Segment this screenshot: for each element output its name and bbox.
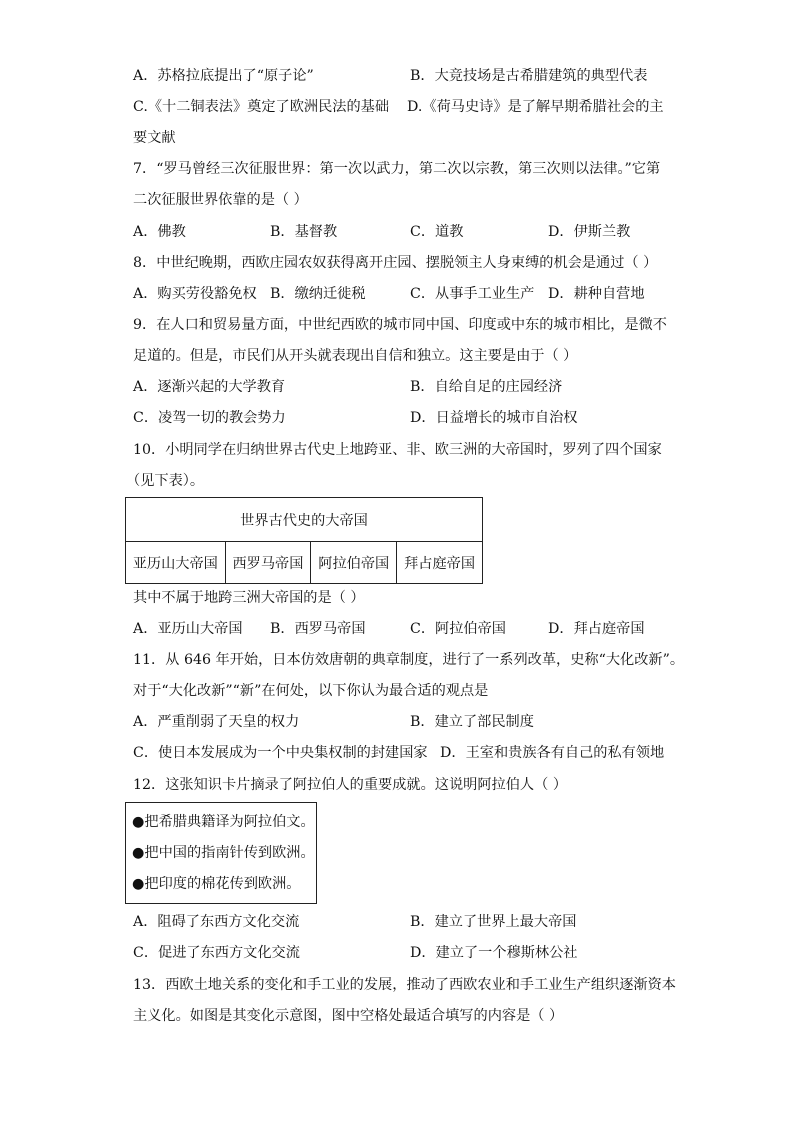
- empire-table-cell: 亚历山大帝国: [126, 542, 226, 584]
- q10-option-b: B．西罗马帝国: [270, 621, 366, 637]
- q10-question: 其中不属于地跨三洲大帝国的是（ ）: [133, 590, 365, 606]
- q11-option-a: A．严重削弱了天皇的权力: [133, 714, 300, 730]
- empire-table-cell: 阿拉伯帝国: [311, 542, 397, 584]
- q9-option-b: B．自给自足的庄园经济: [410, 379, 563, 395]
- q8-option-d: D．耕种自营地: [548, 286, 645, 302]
- knowledge-card-item: ●把印度的棉花传到欧洲。: [132, 876, 301, 892]
- q9-stem: 9．在人口和贸易量方面，中世纪西欧的城市同中国、印度或中东的城市相比，是微不: [133, 317, 667, 333]
- empire-table-cell: 拜占庭帝国: [397, 542, 483, 584]
- q9-option-d: D．日益增长的城市自治权: [410, 410, 578, 426]
- q9-option-c: C．凌驾一切的教会势力: [133, 410, 286, 426]
- q7-option-c: C．道教: [410, 224, 464, 240]
- q6-option-c: C.《十二铜表法》奠定了欧洲民法的基础: [133, 99, 390, 115]
- q8-stem: 8．中世纪晚期，西欧庄园农奴获得离开庄园、摆脱领主人身束缚的机会是通过（ ）: [133, 255, 658, 271]
- q7-option-a: A．佛教: [133, 224, 186, 240]
- q7-stem: 7．“罗马曾经三次征服世界：第一次以武力，第二次以宗教，第三次则以法律。”它第: [133, 161, 661, 177]
- q12-option-a: A．阻碍了东西方文化交流: [133, 914, 300, 930]
- knowledge-card-item: ●把希腊典籍译为阿拉伯文。: [132, 814, 315, 830]
- q6-option-d: D.《荷马史诗》是了解早期希腊社会的主: [407, 99, 664, 115]
- q6-option-b: B．大竞技场是古希腊建筑的典型代表: [410, 68, 648, 84]
- q12-option-c: C．促进了东西方文化交流: [133, 945, 300, 961]
- q11-stem-cont: 对于“大化改新”“新”在何处，以下你认为最合适的观点是: [133, 683, 489, 699]
- q8-option-c: C．从事手工业生产: [410, 286, 535, 302]
- q7-stem-cont: 二次征服世界依靠的是（ ）: [133, 192, 308, 208]
- q9-stem-cont: 足道的。但是，市民们从开头就表现出自信和独立。这主要是由于（ ）: [133, 348, 578, 364]
- q6-option-d-cont: 要文献: [133, 130, 176, 146]
- q13-stem-cont: 主义化。如图是其变化示意图，图中空格处最适合填写的内容是（ ）: [133, 1008, 564, 1024]
- q6-option-a: A．苏格拉底提出了“原子论”: [133, 68, 314, 84]
- q10-stem: 10．小明同学在归纳世界古代史上地跨亚、非、欧三洲的大帝国时，罗列了四个国家: [133, 442, 662, 458]
- q11-stem: 11．从 646 年开始，日本仿效唐朝的典章制度，进行了一系列改革，史称“大化改新”。: [133, 652, 685, 668]
- q10-stem-cont: （见下表）。: [126, 473, 205, 489]
- q12-option-d: D．建立了一个穆斯林公社: [410, 945, 578, 961]
- knowledge-card: [125, 802, 317, 904]
- q10-option-d: D．拜占庭帝国: [548, 621, 645, 637]
- empire-table-title: 世界古代史的大帝国: [126, 498, 483, 542]
- q11-option-c: C．使日本发展成为一个中央集权制的封建国家: [133, 745, 428, 761]
- q12-stem: 12．这张知识卡片摘录了阿拉伯人的重要成就。这说明阿拉伯人（ ）: [133, 777, 568, 793]
- q10-option-c: C．阿拉伯帝国: [410, 621, 506, 637]
- q10-option-a: A．亚历山大帝国: [133, 621, 243, 637]
- q7-option-d: D．伊斯兰教: [548, 224, 631, 240]
- empire-table-cell: 西罗马帝国: [225, 542, 311, 584]
- q13-stem: 13．西欧土地关系的变化和手工业的发展，推动了西欧农业和手工业生产组织逐渐资本: [133, 977, 676, 993]
- q8-option-a: A．购买劳役豁免权: [133, 286, 257, 302]
- q8-option-b: B．缴纳迁徙税: [270, 286, 366, 302]
- knowledge-card-item: ●把中国的指南针传到欧洲。: [132, 845, 315, 861]
- q11-option-d: D．王室和贵族各有自己的私有领地: [440, 745, 665, 761]
- q9-option-a: A．逐渐兴起的大学教育: [133, 379, 286, 395]
- q12-option-b: B．建立了世界上最大帝国: [410, 914, 577, 930]
- empire-table: [125, 497, 483, 584]
- q11-option-b: B．建立了部民制度: [410, 714, 534, 730]
- q7-option-b: B．基督教: [270, 224, 338, 240]
